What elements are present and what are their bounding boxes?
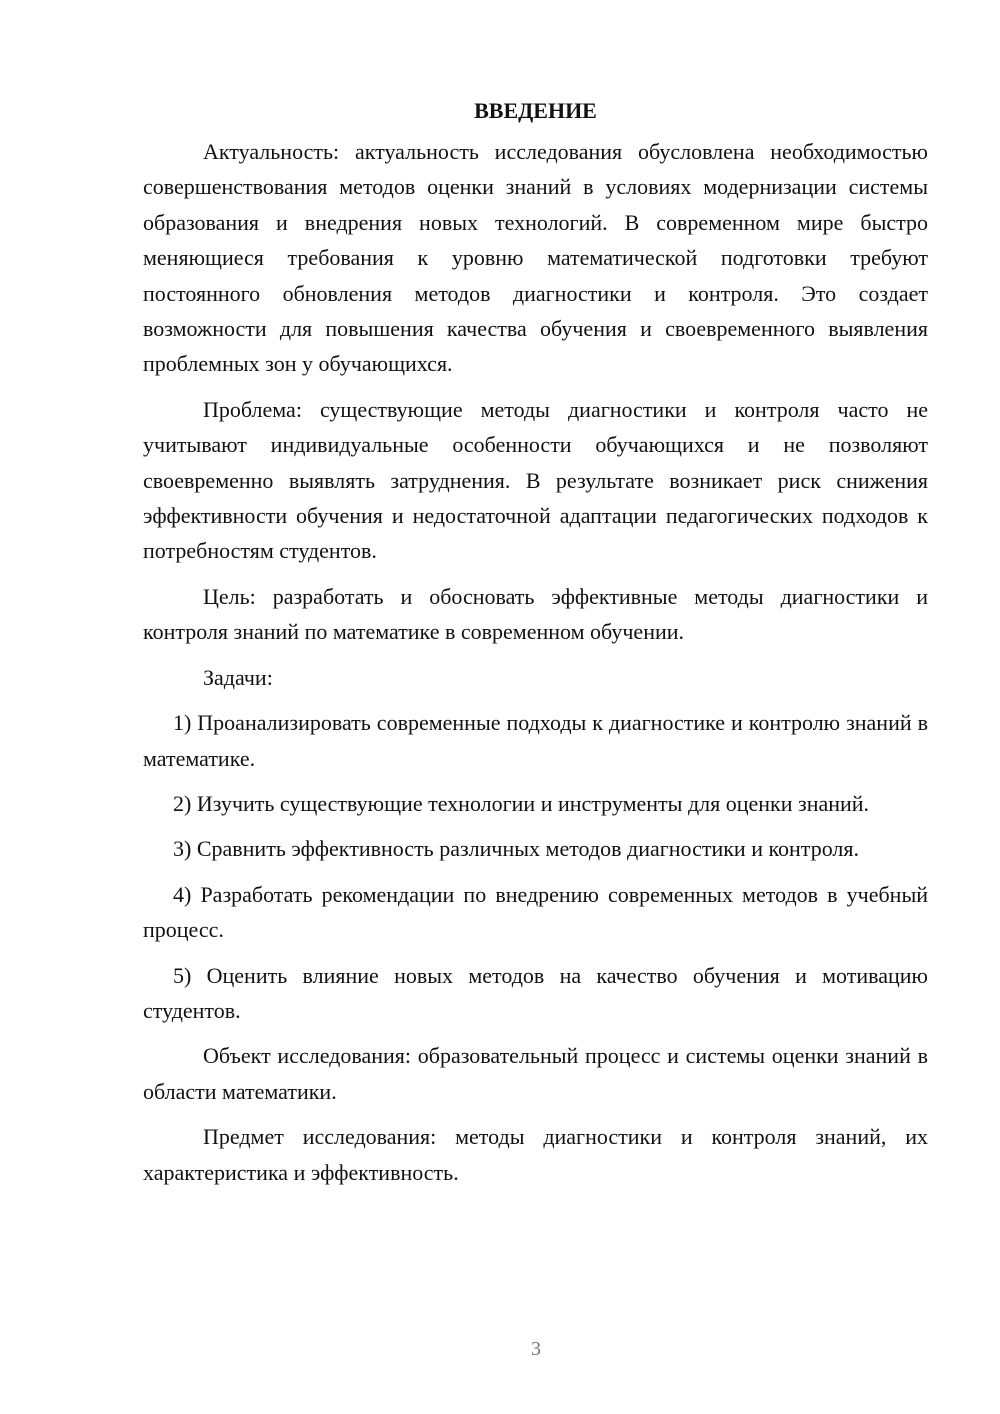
task-item-5: 5) Оценить влияние новых методов на качество обучения и мотивацию студентов. xyxy=(143,962,928,1023)
task-item-4: 4) Разработать рекомендации по внедрению современных методов в учебный процесс. xyxy=(143,881,928,943)
task-item-3: 3) Сравнить эффективность различных методов диагностики и контроля. xyxy=(173,836,859,862)
goal-paragraph: Цель: разработать и обосновать эффективные методы диагностики и контроля знаний по математике в современном обучении. xyxy=(143,583,928,645)
tasks-label: Задачи: xyxy=(203,664,273,690)
research-subject-paragraph: Предмет исследования: методы диагностики и контроля знаний, их характеристика и эффективность. xyxy=(143,1124,928,1185)
page-number: 3 xyxy=(531,1338,541,1360)
problem-paragraph: Проблема: существующие методы диагностики и контроля часто не учитывают индивидуальные особенности обучающихся и не позволяют своевременно выявлять затруднения. В результате возникает риск снижения эффективности обучения и недостаточной адаптации педагогических подходов к потребностям студентов. xyxy=(143,396,928,564)
section-heading: ВВЕДЕНИЕ xyxy=(474,98,597,123)
relevance-paragraph: Актуальность: актуальность исследования обусловлена необходимостью совершенствования методов оценки знаний в условиях модернизации системы образования и внедрения новых технологий. В современном мире быстро меняющиеся требования к уровню математической подготовки требуют постоянного обновления методов диагностики и контроля. Это создает возможности для повышения качества обучения и своевременного выявления проблемных зон у обучающихся. xyxy=(143,139,928,377)
research-object-paragraph: Объект исследования: образовательный процесс и системы оценки знаний в области математики. xyxy=(143,1043,928,1104)
task-item-1: 1) Проанализировать современные подходы к диагностике и контролю знаний в математике. xyxy=(143,710,928,771)
document-body xyxy=(143,92,928,1190)
task-item-2: 2) Изучить существующие технологии и инструменты для оценки знаний. xyxy=(173,790,870,816)
